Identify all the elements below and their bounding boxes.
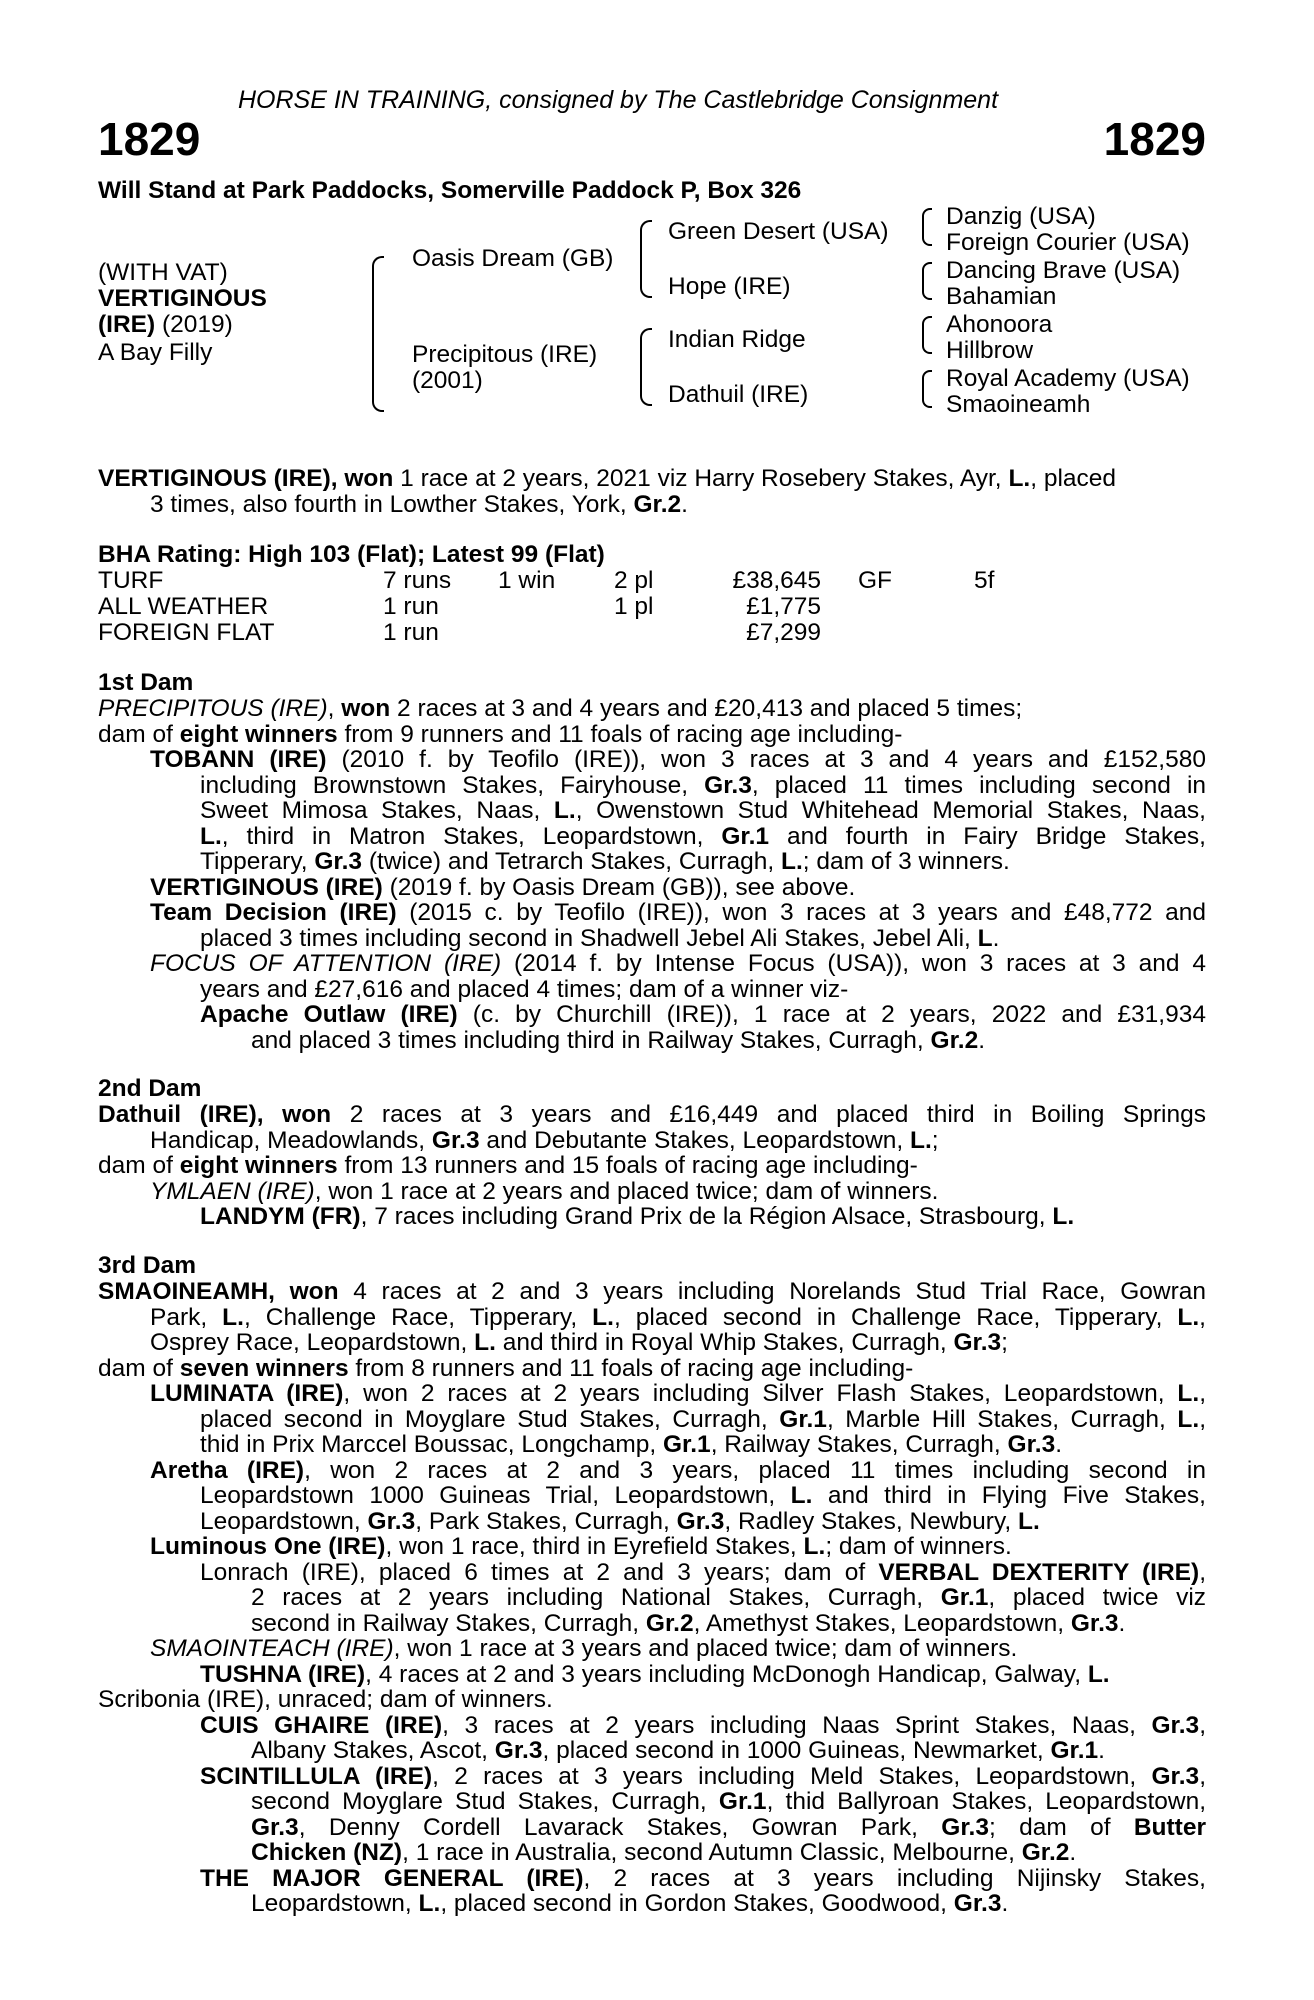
lot-number-left: 1829	[98, 113, 201, 165]
dam2-section: Dathuil (IRE), won 2 races at 3 years and £16,449 and placed third in Boiling Springs Handicap, Meadowlands, Gr.3 and Debutante Stakes, Leopardstown, L.; dam of eight winners from 13 runners and 15 foals of racing age including- YMLAEN (IRE), won 1 race at 2 years and placed twice; dam of winners. LANDYM (FR), 7 races including Grand Prix de la Région Alsace, Strasbourg, L.	[98, 1101, 1207, 1230]
g3-5: Ahonoora	[946, 311, 1053, 338]
produce-landym: LANDYM (FR), 7 races including Grand Prix de la Région Alsace, Strasbourg, L.	[200, 1203, 1075, 1230]
produce-luminous-one: Luminous One (IRE), won 1 race, third in Eyrefield Stakes, L.; dam of winners.	[150, 1533, 1012, 1560]
produce-tushna: TUSHNA (IRE), 4 races at 2 and 3 years including McDonogh Handicap, Galway, L.	[200, 1660, 1110, 1688]
produce-scintillula: SCINTILLULA (IRE), 2 races at 3 years including Meld Stakes, Leopardstown, Gr.3,	[200, 1762, 1206, 1790]
g3-3: Dancing Brave (USA)	[946, 257, 1181, 284]
produce-apache-outlaw: Apache Outlaw (IRE) (c. by Churchill (IRE)), 1 race at 2 years, 2022 and £31,934	[200, 1001, 1206, 1028]
produce-aretha: Aretha (IRE), won 2 races at 2 and 3 years, placed 11 times including second in	[150, 1456, 1206, 1484]
stabling-line: Will Stand at Park Paddocks, Somerville Paddock P, Box 326	[98, 177, 802, 204]
horse-name: VERTIGINOUS	[98, 285, 267, 312]
vat-note: (WITH VAT)	[98, 259, 228, 286]
dam1-section: PRECIPITOUS (IRE), won 2 races at 3 and 4 years and £20,413 and placed 5 times; dam of eight winners from 9 runners and 11 foals of racing age including- TOBANN (IRE) (2010 f. by Teofilo (IRE)), won 3 races at 3 and 4 years and £152,580 including Brownstown Stakes, Fairyhouse, Gr.3, placed 11 times including second in Sweet Mimosa Stakes, Naas, L., Owenstown Stud Whitehead Memorial Stakes, Naas, L., third in Matron Stakes, Leopardstown, Gr.1 and fourth in Fairy Bridge Stakes, Tipperary, Gr.3 (twice) and Tetrarch Stakes, Curragh, L.; dam of 3 winners. VERTIGINOUS (IRE) (2019 f. by Oasis Dream (GB)), see above. Team Decision (IRE) (2015 c. by Teofilo (IRE)), won 3 races at 3 years and £48,772 and placed 3 times including second in Shadwell Jebel Ali Stakes, Jebel Ali, L. FOCUS OF ATTENTION (IRE) (2014 f. by Intense Focus (USA)), won 3 races at 3 and 4 years and £27,616 and placed 4 times; dam of a winner viz- Apache Outlaw (IRE) (c. by Churchill (IRE)), 1 race at 2 years, 2022 and £31,934 and placed 3 times including third in Railway Stakes, Curragh, Gr.2.	[98, 695, 1207, 1054]
produce-the-major-general: THE MAJOR GENERAL (IRE), 2 races at 3 years including Nijinsky Stakes,	[200, 1864, 1206, 1892]
produce-luminata: LUMINATA (IRE), won 2 races at 2 years including Silver Flash Stakes, Leopardstown, L.,	[150, 1380, 1206, 1407]
dam: Precipitous (IRE)	[412, 341, 598, 368]
sire-dam: Hope (IRE)	[668, 273, 791, 300]
sire-sire: Green Desert (USA)	[668, 218, 889, 245]
lot-number-right: 1829	[1103, 113, 1206, 165]
g3-6: Hillbrow	[946, 337, 1034, 364]
g3-2: Foreign Courier (USA)	[946, 229, 1190, 256]
dam1-heading: 1st Dam	[98, 669, 194, 696]
produce-focus-of-attention: FOCUS OF ATTENTION (IRE) (2014 f. by Intense Focus (USA)), won 3 races at 3 and 4	[150, 950, 1206, 977]
g3-7: Royal Academy (USA)	[946, 365, 1190, 392]
horse-description: A Bay Filly	[98, 339, 213, 366]
produce-vertiginous: VERTIGINOUS (IRE) (2019 f. by Oasis Dream (GB)), see above.	[150, 873, 856, 901]
dam3-heading: 3rd Dam	[98, 1252, 197, 1279]
g3-8: Smaoineamh	[946, 391, 1091, 418]
dam2-heading: 2nd Dam	[98, 1075, 202, 1102]
dam-sire: Indian Ridge	[668, 326, 806, 353]
g3-4: Bahamian	[946, 283, 1057, 310]
bha-rating: BHA Rating: High 103 (Flat); Latest 99 (Flat)	[98, 541, 605, 568]
sire: Oasis Dream (GB)	[412, 245, 614, 272]
produce-tobann: TOBANN (IRE) (2010 f. by Teofilo (IRE)), won 3 races at 3 and 4 years and £152,580	[150, 746, 1206, 773]
produce-team-decision: Team Decision (IRE) (2015 c. by Teofilo (IRE)), won 3 races at 3 years and £48,772 and	[150, 899, 1206, 926]
produce-smaointeach: SMAOINTEACH (IRE), won 1 race at 3 years and placed twice; dam of winners.	[150, 1635, 1018, 1662]
produce-scribonia: Scribonia (IRE), unraced; dam of winners.	[98, 1686, 553, 1713]
g3-1: Danzig (USA)	[946, 203, 1096, 230]
consignment-line: HORSE IN TRAINING, consigned by The Castlebridge Consignment	[238, 86, 999, 114]
dam-dam: Dathuil (IRE)	[668, 381, 809, 408]
horse-country-year: (IRE) (2019)	[98, 311, 233, 338]
produce-lonrach: Lonrach (IRE), placed 6 times at 2 and 3 years; dam of VERBAL DEXTERITY (IRE),	[200, 1558, 1206, 1586]
dam3-section: SMAOINEAMH, won 4 races at 2 and 3 years including Norelands Stud Trial Race, Gowran Park, L., Challenge Race, Tipperary, L., placed second in Challenge Race, Tipperary, L., Osprey Race, Leopardstown, L. and third in Royal Whip Stakes, Curragh, Gr.3; dam of seven winners from 8 runners and 11 foals of racing age including- LUMINATA (IRE), won 2 races at 2 years including Silver Flash Stakes, Leopardstown, L., placed second in Moyglare Stud Stakes, Curragh, Gr.1, Marble Hill Stakes, Curragh, L., thid in Prix Marccel Boussac, Longchamp, Gr.1, Railway Stakes, Curragh, Gr.3. Aretha (IRE), won 2 races at 2 and 3 years, placed 11 times including second in Leopardstown 1000 Guineas Trial, Leopardstown, L. and third in Flying Five Stakes, Leopardstown, Gr.3, Park Stakes, Curragh, Gr.3, Radley Stakes, Newbury, L. Luminous One (IRE), won 1 race, third in Eyrefield Stakes, L.; dam of winners. Lonrach (IRE), placed 6 times at 2 and 3 years; dam of VERBAL DEXTERITY (IRE), 2 races at 2 years including National Stakes, Curragh, Gr.1, placed twice viz second in Railway Stakes, Curragh, Gr.2, Amethyst Stakes, Leopardstown, Gr.3. SMAOINTEACH (IRE), won 1 race at 3 years and placed twice; dam of winners. TUSHNA (IRE), 4 races at 2 and 3 years including McDonogh Handicap, Galway, L. Scribonia (IRE), unraced; dam of winners. CUIS GHAIRE (IRE), 3 races at 2 years including Naas Sprint Stakes, Naas, Gr.3, Albany Stakes, Ascot, Gr.3, placed second in 1000 Guineas, Newmarket, Gr.1. SCINTILLULA (IRE), 2 races at 3 years including Meld Stakes, Leopardstown, Gr.3, second Moyglare Stud Stakes, Curragh, Gr.1, thid Ballyroan Stakes, Leopardstown, Gr.3, Denny Cordell Lavarack Stakes, Gowran Park, Gr.3; dam of Butter Chicken (NZ), 1 race in Australia, second Autumn Classic, Melbourne, Gr.2. THE MAJOR GENERAL (IRE), 2 races at 3 years including Nijinsky Stakes, Leopardstown, L., placed second in Gordon Stakes, Goodwood, Gr.3.	[98, 1278, 1207, 1917]
race-summary: VERTIGINOUS (IRE), won 1 race at 2 years, 2021 viz Harry Rosebery Stakes, Ayr, L., placed 3 times, also fourth in Lowther Stakes, York, Gr.2.	[98, 465, 1117, 518]
dam-year: (2001)	[412, 367, 483, 394]
produce-cuis-ghaire: CUIS GHAIRE (IRE), 3 races at 2 years including Naas Sprint Stakes, Naas, Gr.3,	[200, 1711, 1206, 1739]
produce-ymlaen: YMLAEN (IRE), won 1 race at 2 years and placed twice; dam of winners.	[150, 1177, 939, 1205]
